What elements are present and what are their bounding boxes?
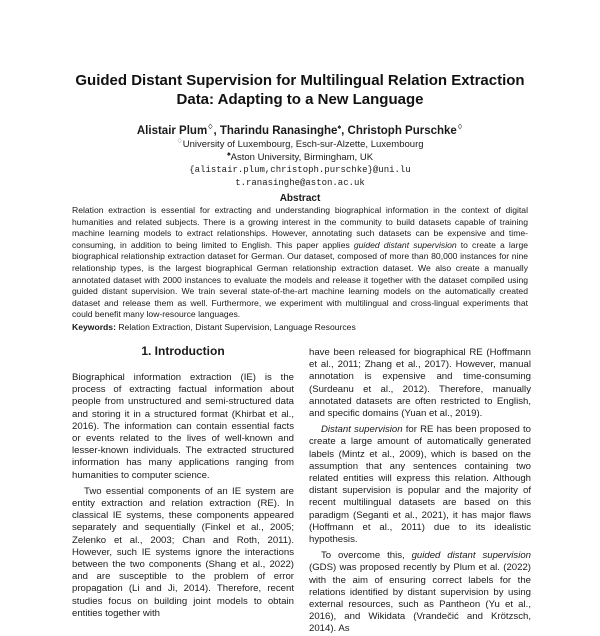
affiliation-text: University of Luxembourg, Esch-sur-Alzette, Luxembourg [182,139,424,150]
body-paragraph: Biographical information extraction (IE) is the process of extracting factual information about people from unstructured and semi-structured data and storing it in a structured format (Khirbat et al., 2016). The information can contain essential facts or events related to the lives of well-known and lesser-known individuals. The extracted structured information has many applications ranging from humanities to computer science. [72,372,294,481]
keywords-text: Relation Extraction, Distant Supervision, Language Resources [118,322,356,332]
affiliation-line [40,152,560,165]
affiliations [40,139,560,189]
left-column [72,344,294,619]
abstract-text: to create a large biographical relationship extraction dataset for German. Our dataset, composed of more than 80,000 instances for nine relationship types, is the largest biographical German relationship extraction dataset. We also create a manually annotated dataset with 2000 instances to evaluate the models and release it together with the dataset compiled using guided distant supervision. We train several state-of-the-art machine learning models on the automatically created dataset and release them as well. Furthermore, we experiment with multilingual and cross-lingual experiments that could benefit many low-resource languages. [72,239,529,320]
abstract-heading: Abstract [279,193,321,204]
body-emphasis: guided distant supervision [411,550,531,562]
affiliation-line [40,139,560,152]
paper-title [40,71,560,109]
body-text: (GDS) was proposed recently by Plum et al. (2022) with the aim of ensuring correct labels for the relations identified by distant supervision by using external resources, such as Pantheon (Yu et al., 2016), and Wikidata (Vrandečić and Krötzsch, 2014). As [309,562,531,635]
email-line: {alistair.plum,christoph.purschke}@uni.lu [189,165,411,175]
body-text: To overcome this, [321,550,412,562]
author-name: Tharindu Ranasinghe [219,125,338,137]
affiliation-mark: ♠ [226,150,231,158]
affiliation-mark: ♠ [337,124,342,132]
keywords-label: Keywords: [72,322,116,332]
affiliation-mark: ♢ [456,124,464,132]
abstract-emphasis: guided distant supervision [353,239,457,250]
affiliation-mark: ♢ [176,137,183,145]
right-column [309,347,531,635]
paper-title-line-1: Guided Distant Supervision for Multilingual Relation Extraction [75,72,525,89]
author-name: Christoph Purschke [347,125,457,137]
body-paragraph: Two essential components of an IE system are entity extraction and relation extraction (RE). In classical IE systems, these components appeared separately and sequentially (Finkel et al., 2005; Zelenko et al., 2003; Chan and Roth, 2011). However, such IE systems ignore the interactions between the two components (Shang et al., 2022) and are susceptible to the problem of error propagation (Li and Ji, 2014). Therefore, recent studies focus on building joint models to obtain entities together with [72,485,294,619]
body-paragraph [309,550,531,635]
section-heading: 1. Introduction [141,344,225,358]
abstract-body [72,205,528,321]
body-paragraph [309,424,531,546]
email-line: t.ranasinghe@aston.ac.uk [235,177,365,188]
author-name: Alistair Plum [136,125,208,137]
paper-title-line-2: Data: Adapting to a New Language [176,91,424,108]
affiliation-mark: ♢ [207,124,214,132]
author-list: Alistair Plum♢, Tharindu Ranasinghe♠, Christoph Purschke♢ [136,124,464,137]
body-paragraph: have been released for biographical RE (Hoffmann et al., 2011; Zhang et al., 2017). However, manual annotation is expensive and time-consuming (Surdeanu et al., 2012). Therefore, manually annotated datasets are often restricted to English, and specific domains (Yuan et al., 2019). [309,347,531,420]
body-text: for RE has been proposed to create a large amount of automatically generated labels (Mintz et al., 2009), which is based on the assumption that any sentences containing two related entities will express this relation. Although distant supervision is popular and the majority of recent multilingual datasets are based on this paradigm (Seganti et al., 2021), it has major flaws (Hoffmann et al., 2011) due to its idealistic hypothesis. [309,424,531,546]
body-emphasis: Distant supervision [321,424,403,436]
keywords-line [72,322,528,334]
abstract-text: Relation extraction is essential for extracting and understanding biographical information in the context of digital humanities and related subjects. There is a growing interest in the community to build datasets capable of training machine learning models to extract relationships. However, annotating such datasets can be expensive and time-consuming, in addition to being limited to English. This paper applies [72,205,528,250]
affiliation-text: Aston University, Birmingham, UK [230,151,374,163]
